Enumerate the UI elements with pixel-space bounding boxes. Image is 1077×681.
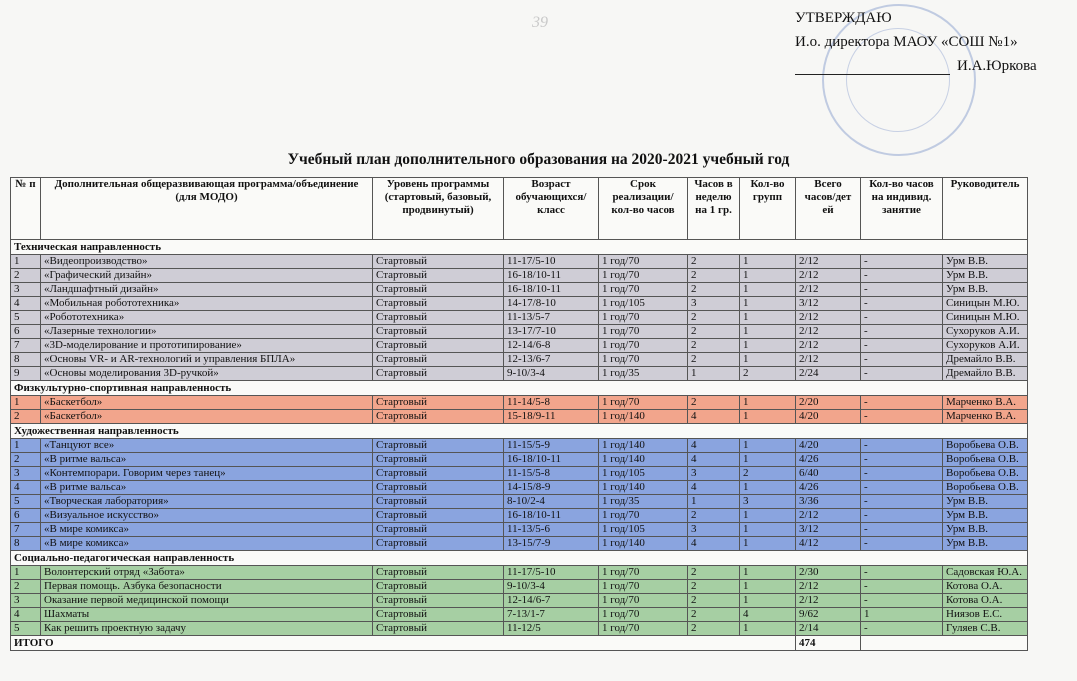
table-row: [11, 566, 1028, 580]
cell-leader: Воробьева О.В.: [943, 453, 1028, 467]
cell-program: «Танцуют все»: [41, 439, 373, 453]
cell-total: 4/20: [796, 439, 861, 453]
cell-age: 16-18/10-11: [504, 453, 599, 467]
cell-program: «Баскетбол»: [41, 410, 373, 424]
cell-num: 6: [11, 325, 41, 339]
section-row: [11, 240, 1028, 255]
cell-level: Стартовый: [373, 622, 504, 636]
cell-total: 2/12: [796, 283, 861, 297]
cell-hours: 2: [688, 353, 740, 367]
cell-leader: Садовская Ю.А.: [943, 566, 1028, 580]
cell-hours: 2: [688, 509, 740, 523]
cell-total: 2/12: [796, 594, 861, 608]
cell-age: 9-10/3-4: [504, 580, 599, 594]
header-num: № п: [11, 178, 41, 240]
cell-hours: 2: [688, 622, 740, 636]
cell-term: 1 год/70: [599, 255, 688, 269]
curriculum-table: [10, 177, 1028, 651]
cell-groups: 3: [740, 495, 796, 509]
cell-program: Волонтерский отряд «Забота»: [41, 566, 373, 580]
cell-leader: Урм В.В.: [943, 509, 1028, 523]
cell-level: Стартовый: [373, 311, 504, 325]
cell-hours: 2: [688, 566, 740, 580]
cell-hours: 2: [688, 325, 740, 339]
cell-indiv: -: [861, 439, 943, 453]
cell-indiv: -: [861, 566, 943, 580]
cell-program: «Баскетбол»: [41, 396, 373, 410]
cell-age: 11-14/5-8: [504, 396, 599, 410]
cell-age: 11-15/5-9: [504, 439, 599, 453]
cell-indiv: -: [861, 622, 943, 636]
signature-line: [795, 74, 950, 75]
cell-program: «Основы моделирования 3D-ручкой»: [41, 367, 373, 381]
cell-indiv: -: [861, 509, 943, 523]
cell-total: 2/24: [796, 367, 861, 381]
cell-term: 1 год/105: [599, 297, 688, 311]
cell-program: Шахматы: [41, 608, 373, 622]
cell-age: 8-10/2-4: [504, 495, 599, 509]
cell-total: 2/20: [796, 396, 861, 410]
total-label: ИТОГО: [11, 636, 796, 651]
cell-groups: 1: [740, 481, 796, 495]
cell-term: 1 год/70: [599, 566, 688, 580]
cell-level: Стартовый: [373, 269, 504, 283]
cell-num: 1: [11, 439, 41, 453]
cell-term: 1 год/70: [599, 580, 688, 594]
cell-total: 6/40: [796, 467, 861, 481]
cell-age: 16-18/10-11: [504, 509, 599, 523]
cell-term: 1 год/70: [599, 509, 688, 523]
cell-groups: 1: [740, 523, 796, 537]
table-row: [11, 311, 1028, 325]
table-row: [11, 353, 1028, 367]
cell-num: 2: [11, 580, 41, 594]
cell-total: 2/12: [796, 269, 861, 283]
table-row: [11, 453, 1028, 467]
cell-indiv: -: [861, 410, 943, 424]
cell-total: 2/12: [796, 311, 861, 325]
total-value: 474: [796, 636, 861, 651]
header-groups: Кол-во групп: [740, 178, 796, 240]
cell-hours: 1: [688, 367, 740, 381]
cell-num: 3: [11, 467, 41, 481]
cell-program: «Основы VR- и AR-технологий и управления БПЛА»: [41, 353, 373, 367]
cell-program: «В ритме вальса»: [41, 481, 373, 495]
cell-groups: 1: [740, 439, 796, 453]
header-total: Всего часов/дет ей: [796, 178, 861, 240]
cell-indiv: -: [861, 467, 943, 481]
cell-groups: 1: [740, 255, 796, 269]
cell-age: 11-17/5-10: [504, 566, 599, 580]
cell-indiv: -: [861, 396, 943, 410]
cell-program: «В мире комикса»: [41, 537, 373, 551]
cell-num: 2: [11, 269, 41, 283]
cell-hours: 2: [688, 269, 740, 283]
cell-age: 9-10/3-4: [504, 367, 599, 381]
cell-leader: Марченко В.А.: [943, 396, 1028, 410]
cell-level: Стартовый: [373, 367, 504, 381]
cell-num: 5: [11, 311, 41, 325]
cell-term: 1 год/140: [599, 410, 688, 424]
cell-leader: Воробьева О.В.: [943, 481, 1028, 495]
cell-leader: Ниязов Е.С.: [943, 608, 1028, 622]
cell-level: Стартовый: [373, 339, 504, 353]
section-row: [11, 381, 1028, 396]
cell-term: 1 год/105: [599, 523, 688, 537]
cell-num: 9: [11, 367, 41, 381]
cell-leader: Урм В.В.: [943, 255, 1028, 269]
cell-indiv: -: [861, 495, 943, 509]
section-title: Техническая направленность: [11, 240, 1028, 255]
cell-level: Стартовый: [373, 353, 504, 367]
cell-level: Стартовый: [373, 580, 504, 594]
cell-groups: 1: [740, 580, 796, 594]
cell-term: 1 год/70: [599, 353, 688, 367]
cell-hours: 2: [688, 283, 740, 297]
table-row: [11, 339, 1028, 353]
cell-hours: 2: [688, 311, 740, 325]
cell-num: 1: [11, 396, 41, 410]
header-age: Возраст обучающихся/ класс: [504, 178, 599, 240]
cell-total: 2/12: [796, 580, 861, 594]
cell-term: 1 год/70: [599, 608, 688, 622]
cell-level: Стартовый: [373, 566, 504, 580]
table-body: [11, 240, 1028, 651]
cell-age: 16-18/10-11: [504, 269, 599, 283]
cell-term: 1 год/70: [599, 396, 688, 410]
cell-num: 5: [11, 495, 41, 509]
table-row: [11, 481, 1028, 495]
approval-signer: И.А.Юркова: [957, 58, 1037, 74]
table-row: [11, 537, 1028, 551]
cell-program: «Робототехника»: [41, 311, 373, 325]
cell-groups: 2: [740, 467, 796, 481]
cell-indiv: -: [861, 339, 943, 353]
cell-level: Стартовый: [373, 509, 504, 523]
cell-groups: 1: [740, 325, 796, 339]
page-mark: 39: [532, 14, 548, 31]
cell-age: 12-14/6-8: [504, 339, 599, 353]
cell-program: «Визуальное искусство»: [41, 509, 373, 523]
cell-groups: 1: [740, 537, 796, 551]
cell-num: 8: [11, 537, 41, 551]
cell-leader: Урм В.В.: [943, 283, 1028, 297]
cell-total: 3/12: [796, 297, 861, 311]
cell-term: 1 год/70: [599, 622, 688, 636]
cell-num: 4: [11, 608, 41, 622]
cell-indiv: -: [861, 311, 943, 325]
cell-age: 14-15/8-9: [504, 481, 599, 495]
cell-leader: Воробьева О.В.: [943, 467, 1028, 481]
approval-block: [795, 6, 1070, 78]
cell-hours: 3: [688, 297, 740, 311]
cell-program: «Лазерные технологии»: [41, 325, 373, 339]
cell-age: 7-13/1-7: [504, 608, 599, 622]
cell-program: Как решить проектную задачу: [41, 622, 373, 636]
cell-level: Стартовый: [373, 410, 504, 424]
cell-term: 1 год/70: [599, 325, 688, 339]
cell-num: 3: [11, 283, 41, 297]
cell-indiv: -: [861, 481, 943, 495]
cell-groups: 1: [740, 410, 796, 424]
cell-hours: 4: [688, 537, 740, 551]
cell-level: Стартовый: [373, 439, 504, 453]
cell-hours: 3: [688, 467, 740, 481]
cell-num: 7: [11, 523, 41, 537]
cell-age: 11-13/5-7: [504, 311, 599, 325]
cell-total: 4/20: [796, 410, 861, 424]
cell-hours: 2: [688, 580, 740, 594]
table-row: [11, 509, 1028, 523]
cell-age: 15-18/9-11: [504, 410, 599, 424]
table-row: [11, 297, 1028, 311]
cell-leader: Урм В.В.: [943, 495, 1028, 509]
cell-level: Стартовый: [373, 396, 504, 410]
page-title: Учебный план дополнительного образования на 2020-2021 учебный год: [287, 151, 790, 168]
cell-term: 1 год/70: [599, 594, 688, 608]
cell-indiv: -: [861, 269, 943, 283]
cell-indiv: -: [861, 523, 943, 537]
cell-indiv: -: [861, 325, 943, 339]
cell-indiv: -: [861, 255, 943, 269]
cell-age: 12-14/6-7: [504, 594, 599, 608]
cell-total: 3/36: [796, 495, 861, 509]
cell-level: Стартовый: [373, 255, 504, 269]
header-hours: Часов в неделю на 1 гр.: [688, 178, 740, 240]
cell-total: 4/26: [796, 481, 861, 495]
cell-groups: 1: [740, 622, 796, 636]
cell-age: 14-17/8-10: [504, 297, 599, 311]
table-row: [11, 255, 1028, 269]
cell-num: 1: [11, 566, 41, 580]
cell-term: 1 год/105: [599, 467, 688, 481]
cell-leader: Дремайло В.В.: [943, 353, 1028, 367]
cell-groups: 1: [740, 283, 796, 297]
cell-leader: Синицын М.Ю.: [943, 311, 1028, 325]
header-term: Срок реализации/ кол-во часов: [599, 178, 688, 240]
cell-indiv: 1: [861, 608, 943, 622]
cell-groups: 4: [740, 608, 796, 622]
table-row: [11, 622, 1028, 636]
cell-term: 1 год/140: [599, 453, 688, 467]
cell-age: 16-18/10-11: [504, 283, 599, 297]
cell-total: 2/12: [796, 325, 861, 339]
cell-num: 4: [11, 481, 41, 495]
total-row: [11, 636, 1028, 651]
cell-level: Стартовый: [373, 297, 504, 311]
cell-program: «Творческая лаборатория»: [41, 495, 373, 509]
cell-program: «Мобильная робототехника»: [41, 297, 373, 311]
cell-hours: 4: [688, 410, 740, 424]
cell-program: «В ритме вальса»: [41, 453, 373, 467]
cell-level: Стартовый: [373, 537, 504, 551]
cell-leader: Урм В.В.: [943, 537, 1028, 551]
cell-leader: Урм В.В.: [943, 523, 1028, 537]
cell-num: 4: [11, 297, 41, 311]
cell-term: 1 год/35: [599, 367, 688, 381]
cell-groups: 1: [740, 339, 796, 353]
cell-hours: 2: [688, 594, 740, 608]
cell-groups: 1: [740, 594, 796, 608]
table-row: [11, 269, 1028, 283]
table-row: [11, 367, 1028, 381]
cell-level: Стартовый: [373, 495, 504, 509]
table-row: [11, 439, 1028, 453]
table-row: [11, 594, 1028, 608]
cell-hours: 4: [688, 453, 740, 467]
cell-level: Стартовый: [373, 523, 504, 537]
section-title: Социально-педагогическая направленность: [11, 551, 1028, 566]
cell-num: 2: [11, 410, 41, 424]
cell-hours: 2: [688, 396, 740, 410]
cell-hours: 1: [688, 495, 740, 509]
cell-indiv: -: [861, 297, 943, 311]
table-row: [11, 495, 1028, 509]
header-row: [11, 178, 1028, 240]
cell-term: 1 год/70: [599, 311, 688, 325]
cell-total: 2/12: [796, 353, 861, 367]
cell-program: «Графический дизайн»: [41, 269, 373, 283]
cell-leader: Урм В.В.: [943, 269, 1028, 283]
cell-groups: 1: [740, 566, 796, 580]
cell-age: 11-13/5-6: [504, 523, 599, 537]
cell-level: Стартовый: [373, 608, 504, 622]
cell-total: 2/12: [796, 339, 861, 353]
cell-groups: 1: [740, 453, 796, 467]
cell-leader: Сухоруков А.И.: [943, 325, 1028, 339]
cell-indiv: -: [861, 537, 943, 551]
table-row: [11, 467, 1028, 481]
cell-level: Стартовый: [373, 453, 504, 467]
cell-hours: 2: [688, 255, 740, 269]
cell-term: 1 год/35: [599, 495, 688, 509]
cell-num: 7: [11, 339, 41, 353]
header-level: Уровень программы (стартовый, базовый, продвинутый): [373, 178, 504, 240]
header-leader: Руководитель: [943, 178, 1028, 240]
table-row: [11, 608, 1028, 622]
cell-groups: 1: [740, 353, 796, 367]
cell-hours: 2: [688, 608, 740, 622]
cell-groups: 1: [740, 297, 796, 311]
table-row: [11, 580, 1028, 594]
cell-hours: 4: [688, 481, 740, 495]
cell-total: 4/26: [796, 453, 861, 467]
cell-program: «Ландшафтный дизайн»: [41, 283, 373, 297]
cell-hours: 3: [688, 523, 740, 537]
cell-indiv: -: [861, 580, 943, 594]
cell-leader: Котова О.А.: [943, 594, 1028, 608]
cell-program: Оказание первой медицинской помощи: [41, 594, 373, 608]
cell-level: Стартовый: [373, 467, 504, 481]
header-indiv: Кол-во часов на индивид. занятие: [861, 178, 943, 240]
cell-term: 1 год/140: [599, 439, 688, 453]
cell-term: 1 год/140: [599, 481, 688, 495]
cell-hours: 2: [688, 339, 740, 353]
cell-leader: Дремайло В.В.: [943, 367, 1028, 381]
section-title: Художественная направленность: [11, 424, 1028, 439]
cell-num: 8: [11, 353, 41, 367]
cell-age: 11-15/5-8: [504, 467, 599, 481]
cell-num: 2: [11, 453, 41, 467]
cell-total: 2/30: [796, 566, 861, 580]
cell-age: 13-17/7-10: [504, 325, 599, 339]
cell-total: 4/12: [796, 537, 861, 551]
table-row: [11, 325, 1028, 339]
cell-num: 5: [11, 622, 41, 636]
cell-age: 13-15/7-9: [504, 537, 599, 551]
cell-level: Стартовый: [373, 594, 504, 608]
cell-indiv: -: [861, 594, 943, 608]
cell-num: 1: [11, 255, 41, 269]
cell-total: 3/12: [796, 523, 861, 537]
cell-term: 1 год/70: [599, 269, 688, 283]
section-row: [11, 424, 1028, 439]
cell-leader: Гуляев С.В.: [943, 622, 1028, 636]
table-row: [11, 396, 1028, 410]
table-row: [11, 410, 1028, 424]
cell-hours: 4: [688, 439, 740, 453]
cell-indiv: -: [861, 367, 943, 381]
cell-level: Стартовый: [373, 283, 504, 297]
section-row: [11, 551, 1028, 566]
cell-leader: Воробьева О.В.: [943, 439, 1028, 453]
cell-leader: Марченко В.А.: [943, 410, 1028, 424]
cell-level: Стартовый: [373, 481, 504, 495]
cell-age: 12-13/6-7: [504, 353, 599, 367]
cell-term: 1 год/140: [599, 537, 688, 551]
cell-total: 2/14: [796, 622, 861, 636]
cell-indiv: -: [861, 453, 943, 467]
cell-indiv: -: [861, 353, 943, 367]
cell-leader: Сухоруков А.И.: [943, 339, 1028, 353]
cell-age: 11-12/5: [504, 622, 599, 636]
cell-program: Первая помощь. Азбука безопасности: [41, 580, 373, 594]
cell-term: 1 год/70: [599, 339, 688, 353]
cell-program: «В мире комикса»: [41, 523, 373, 537]
cell-groups: 1: [740, 269, 796, 283]
table-row: [11, 283, 1028, 297]
cell-leader: Синицын М.Ю.: [943, 297, 1028, 311]
cell-total: 2/12: [796, 509, 861, 523]
cell-groups: 1: [740, 509, 796, 523]
total-empty: [861, 636, 1028, 651]
cell-num: 3: [11, 594, 41, 608]
cell-term: 1 год/70: [599, 283, 688, 297]
cell-program: «Контемпорари. Говорим через танец»: [41, 467, 373, 481]
cell-total: 9/62: [796, 608, 861, 622]
approval-position: И.о. директора МАОУ «СОШ №1»: [795, 34, 1018, 50]
cell-age: 11-17/5-10: [504, 255, 599, 269]
approval-heading: УТВЕРЖДАЮ: [795, 10, 892, 26]
cell-program: «Видеопроизводство»: [41, 255, 373, 269]
cell-total: 2/12: [796, 255, 861, 269]
cell-program: «3D-моделирование и прототипирование»: [41, 339, 373, 353]
cell-groups: 2: [740, 367, 796, 381]
cell-level: Стартовый: [373, 325, 504, 339]
cell-indiv: -: [861, 283, 943, 297]
table-row: [11, 523, 1028, 537]
section-title: Физкультурно-спортивная направленность: [11, 381, 1028, 396]
cell-leader: Котова О.А.: [943, 580, 1028, 594]
cell-num: 6: [11, 509, 41, 523]
header-program: Дополнительная общеразвивающая программа/объединение (для МОДО): [41, 178, 373, 240]
cell-groups: 1: [740, 311, 796, 325]
cell-groups: 1: [740, 396, 796, 410]
